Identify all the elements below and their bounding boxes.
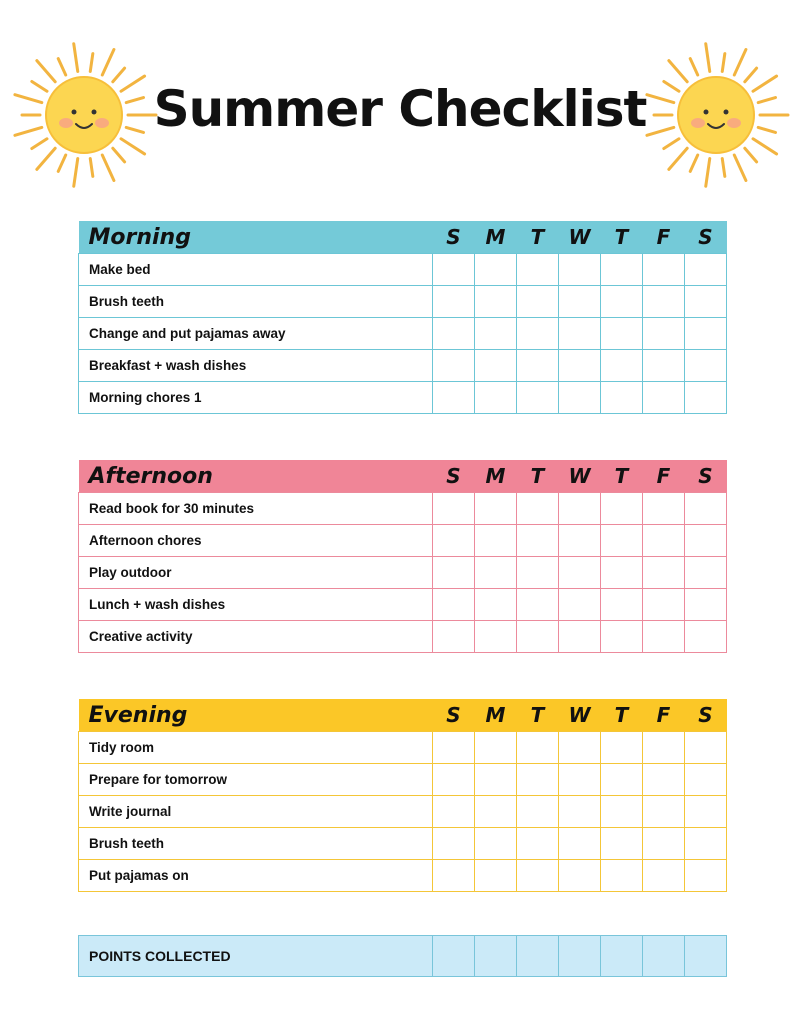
points-collected-label: POINTS COLLECTED <box>79 936 433 977</box>
task-row <box>79 621 727 653</box>
day-header: T <box>517 221 559 254</box>
task-label: Morning chores 1 <box>79 382 433 414</box>
checkbox-cell[interactable] <box>433 382 475 414</box>
task-row <box>79 796 727 828</box>
day-header: F <box>643 460 685 493</box>
checkbox-cell[interactable] <box>433 860 475 892</box>
points-cell[interactable] <box>559 936 601 977</box>
checkbox-cell[interactable] <box>475 254 517 286</box>
task-row <box>79 525 727 557</box>
day-header: T <box>601 460 643 493</box>
checkbox-cell[interactable] <box>433 525 475 557</box>
points-cell[interactable] <box>517 936 559 977</box>
points-cell[interactable] <box>685 936 727 977</box>
checkbox-cell[interactable] <box>643 493 685 525</box>
checkbox-cell[interactable] <box>517 621 559 653</box>
checkbox-cell[interactable] <box>517 493 559 525</box>
checkbox-cell[interactable] <box>559 796 601 828</box>
checkbox-cell[interactable] <box>559 828 601 860</box>
points-collected-table <box>78 935 727 977</box>
checkbox-cell[interactable] <box>517 732 559 764</box>
day-header: T <box>601 699 643 732</box>
points-cell[interactable] <box>601 936 643 977</box>
checkbox-cell[interactable] <box>601 318 643 350</box>
checkbox-cell[interactable] <box>685 828 727 860</box>
checkbox-cell[interactable] <box>601 557 643 589</box>
checkbox-cell[interactable] <box>475 732 517 764</box>
checkbox-cell[interactable] <box>559 254 601 286</box>
checkbox-cell[interactable] <box>643 254 685 286</box>
day-header: S <box>685 699 727 732</box>
task-row <box>79 382 727 414</box>
checkbox-cell[interactable] <box>433 621 475 653</box>
checkbox-cell[interactable] <box>517 525 559 557</box>
checkbox-cell[interactable] <box>559 732 601 764</box>
checkbox-cell[interactable] <box>601 286 643 318</box>
task-row <box>79 286 727 318</box>
task-row <box>79 493 727 525</box>
task-row <box>79 254 727 286</box>
task-label: Brush teeth <box>79 828 433 860</box>
evening-table <box>78 699 727 892</box>
afternoon-table <box>78 460 727 653</box>
task-label: Breakfast + wash dishes <box>79 350 433 382</box>
task-label: Lunch + wash dishes <box>79 589 433 621</box>
checkbox-cell[interactable] <box>643 286 685 318</box>
checkbox-cell[interactable] <box>433 764 475 796</box>
checkbox-cell[interactable] <box>475 493 517 525</box>
task-label: Brush teeth <box>79 286 433 318</box>
day-header: W <box>559 460 601 493</box>
checkbox-cell[interactable] <box>433 493 475 525</box>
task-label: Change and put pajamas away <box>79 318 433 350</box>
checkbox-cell[interactable] <box>475 764 517 796</box>
checkbox-cell[interactable] <box>475 796 517 828</box>
checkbox-cell[interactable] <box>601 525 643 557</box>
checkbox-cell[interactable] <box>685 254 727 286</box>
day-header: T <box>517 460 559 493</box>
checkbox-cell[interactable] <box>643 860 685 892</box>
section-title-evening: Evening <box>79 699 433 732</box>
checkbox-cell[interactable] <box>475 621 517 653</box>
checkbox-cell[interactable] <box>517 557 559 589</box>
checkbox-cell[interactable] <box>433 828 475 860</box>
checkbox-cell[interactable] <box>517 318 559 350</box>
checkbox-cell[interactable] <box>601 493 643 525</box>
task-row <box>79 557 727 589</box>
checkbox-cell[interactable] <box>685 493 727 525</box>
checkbox-cell[interactable] <box>433 254 475 286</box>
checkbox-cell[interactable] <box>475 589 517 621</box>
task-row <box>79 589 727 621</box>
checkbox-cell[interactable] <box>685 350 727 382</box>
checkbox-cell[interactable] <box>643 350 685 382</box>
task-row <box>79 828 727 860</box>
task-label: Afternoon chores <box>79 525 433 557</box>
task-label: Play outdoor <box>79 557 433 589</box>
checkbox-cell[interactable] <box>517 382 559 414</box>
checkbox-cell[interactable] <box>643 589 685 621</box>
task-row <box>79 350 727 382</box>
checkbox-cell[interactable] <box>517 589 559 621</box>
checkbox-cell[interactable] <box>559 525 601 557</box>
checkbox-cell[interactable] <box>643 318 685 350</box>
checkbox-cell[interactable] <box>685 589 727 621</box>
checkbox-cell[interactable] <box>559 764 601 796</box>
checkbox-cell[interactable] <box>559 589 601 621</box>
points-cell[interactable] <box>643 936 685 977</box>
checkbox-cell[interactable] <box>475 318 517 350</box>
checkbox-cell[interactable] <box>643 621 685 653</box>
checkbox-cell[interactable] <box>685 318 727 350</box>
checkbox-cell[interactable] <box>517 860 559 892</box>
checkbox-cell[interactable] <box>559 382 601 414</box>
checkbox-cell[interactable] <box>601 382 643 414</box>
day-header: S <box>685 221 727 254</box>
day-header: W <box>559 221 601 254</box>
checkbox-cell[interactable] <box>685 860 727 892</box>
checkbox-cell[interactable] <box>601 860 643 892</box>
checkbox-cell[interactable] <box>685 621 727 653</box>
checkbox-cell[interactable] <box>559 318 601 350</box>
task-row <box>79 732 727 764</box>
day-header: M <box>475 221 517 254</box>
checkbox-cell[interactable] <box>517 254 559 286</box>
task-label: Prepare for tomorrow <box>79 764 433 796</box>
checkbox-cell[interactable] <box>517 350 559 382</box>
checkbox-cell[interactable] <box>433 796 475 828</box>
checkbox-cell[interactable] <box>475 286 517 318</box>
checkbox-cell[interactable] <box>643 764 685 796</box>
checkbox-cell[interactable] <box>643 828 685 860</box>
checkbox-cell[interactable] <box>601 621 643 653</box>
checkbox-cell[interactable] <box>433 589 475 621</box>
checkbox-cell[interactable] <box>475 828 517 860</box>
page-title: Summer Checklist <box>153 80 647 138</box>
checkbox-cell[interactable] <box>685 732 727 764</box>
checkbox-cell[interactable] <box>559 286 601 318</box>
section-title-morning: Morning <box>79 221 433 254</box>
checkbox-cell[interactable] <box>433 732 475 764</box>
checkbox-cell[interactable] <box>475 860 517 892</box>
checkbox-cell[interactable] <box>517 764 559 796</box>
checkbox-cell[interactable] <box>433 557 475 589</box>
checkbox-cell[interactable] <box>559 557 601 589</box>
task-row <box>79 860 727 892</box>
checkbox-cell[interactable] <box>475 557 517 589</box>
day-header: T <box>601 221 643 254</box>
checkbox-cell[interactable] <box>433 350 475 382</box>
checkbox-cell[interactable] <box>433 286 475 318</box>
day-header: S <box>433 460 475 493</box>
checkbox-cell[interactable] <box>685 382 727 414</box>
checkbox-cell[interactable] <box>517 796 559 828</box>
checkbox-cell[interactable] <box>685 557 727 589</box>
points-cell[interactable] <box>475 936 517 977</box>
checkbox-cell[interactable] <box>685 796 727 828</box>
day-header: F <box>643 221 685 254</box>
task-label: Tidy room <box>79 732 433 764</box>
checkbox-cell[interactable] <box>643 557 685 589</box>
morning-table <box>78 221 727 414</box>
checkbox-cell[interactable] <box>601 350 643 382</box>
points-cell[interactable] <box>433 936 475 977</box>
checkbox-cell[interactable] <box>517 286 559 318</box>
checkbox-cell[interactable] <box>685 525 727 557</box>
day-header: T <box>517 699 559 732</box>
checkbox-cell[interactable] <box>601 796 643 828</box>
day-header: S <box>685 460 727 493</box>
day-header: F <box>643 699 685 732</box>
checkbox-cell[interactable] <box>643 796 685 828</box>
task-label: Read book for 30 minutes <box>79 493 433 525</box>
checkbox-cell[interactable] <box>475 350 517 382</box>
task-row <box>79 318 727 350</box>
checkbox-cell[interactable] <box>601 764 643 796</box>
checkbox-cell[interactable] <box>643 732 685 764</box>
checkbox-cell[interactable] <box>685 286 727 318</box>
checkbox-cell[interactable] <box>643 382 685 414</box>
checkbox-cell[interactable] <box>475 525 517 557</box>
checkbox-cell[interactable] <box>559 350 601 382</box>
checkbox-cell[interactable] <box>601 254 643 286</box>
task-row <box>79 764 727 796</box>
task-label: Creative activity <box>79 621 433 653</box>
section-title-afternoon: Afternoon <box>79 460 433 493</box>
checkbox-cell[interactable] <box>559 860 601 892</box>
checkbox-cell[interactable] <box>601 589 643 621</box>
day-header: M <box>475 699 517 732</box>
checkbox-cell[interactable] <box>559 621 601 653</box>
checkbox-cell[interactable] <box>685 764 727 796</box>
checkbox-cell[interactable] <box>601 828 643 860</box>
checkbox-cell[interactable] <box>643 525 685 557</box>
checkbox-cell[interactable] <box>601 732 643 764</box>
task-label: Put pajamas on <box>79 860 433 892</box>
task-label: Make bed <box>79 254 433 286</box>
day-header: S <box>433 699 475 732</box>
checkbox-cell[interactable] <box>517 828 559 860</box>
checkbox-cell[interactable] <box>433 318 475 350</box>
checkbox-cell[interactable] <box>559 493 601 525</box>
checkbox-cell[interactable] <box>475 382 517 414</box>
task-label: Write journal <box>79 796 433 828</box>
day-header: W <box>559 699 601 732</box>
day-header: S <box>433 221 475 254</box>
day-header: M <box>475 460 517 493</box>
